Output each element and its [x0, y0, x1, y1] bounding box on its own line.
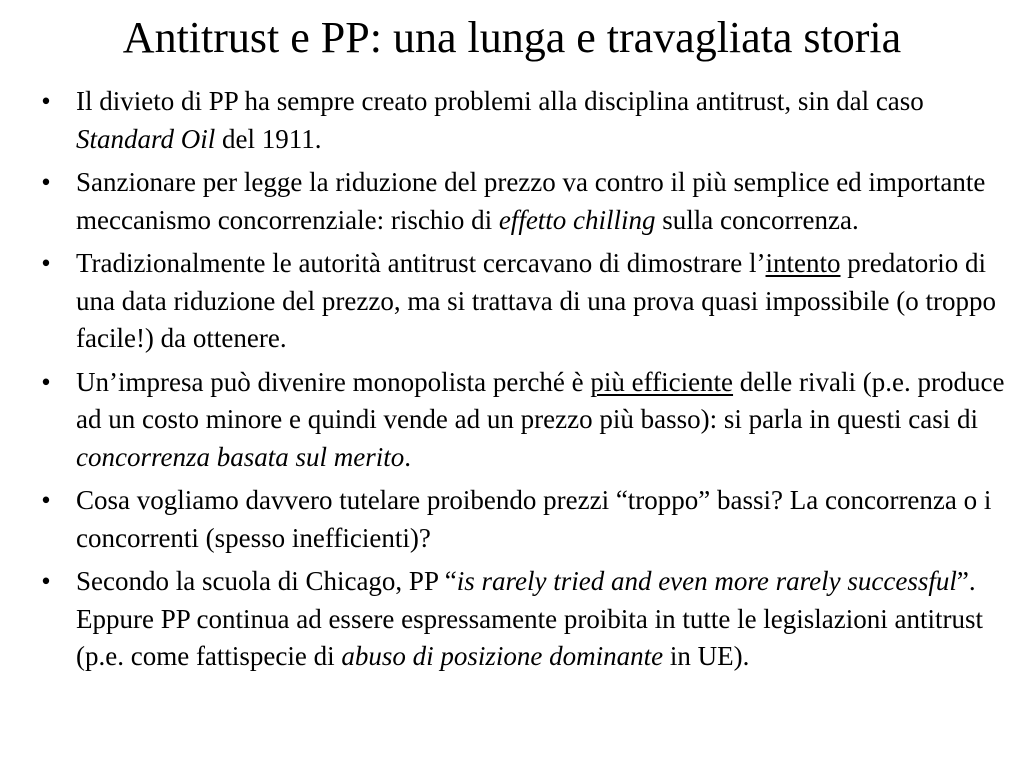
bullet-text: [76, 482, 1008, 557]
bullet-dot-icon: •: [41, 167, 51, 197]
text-run: Tradizionalmente le autorità antitrust cercavano di dimostrare l’: [76, 248, 766, 278]
bullet-item: [36, 245, 1008, 358]
text-run: del 1911.: [215, 123, 322, 154]
text-run: ”. Eppure PP continua ad essere espressamente proibita in tutte le legislazioni antitrust (p.e. come fattispecie di: [76, 566, 984, 671]
bullet-item: [36, 164, 1008, 239]
bullet-text: [76, 563, 1008, 676]
bullet-dot-icon: •: [41, 566, 51, 596]
italic-text-run: abuso di posizione dominante: [341, 641, 664, 671]
text-run: in UE).: [663, 641, 750, 671]
text-run: predatorio di una data riduzione del prezzo, ma si trattava di una prova quasi impossibile (o troppo facile!) da ottenere.: [76, 248, 996, 353]
bullet-dot-icon: •: [41, 366, 51, 397]
text-run: Un’impresa può divenire monopolista perché è: [76, 366, 591, 397]
text-run: Sanzionare per legge la riduzione del prezzo va contro il più semplice ed importante meccanismo concorrenziale: rischio di: [76, 167, 986, 235]
bullet-item: [36, 83, 1008, 158]
bullet-text: [76, 245, 1008, 358]
text-run: Cosa vogliamo davvero tutelare proibendo prezzi “troppo” bassi? La concorrenza o i concorrenti (spesso inefficienti)?: [76, 485, 992, 553]
bullet-dot-icon: •: [41, 248, 51, 278]
bullet-item: [36, 563, 1008, 676]
italic-text-run: is rarely tried and even more rarely successful: [456, 566, 957, 596]
bullet-list: [36, 83, 1008, 682]
text-run: delle rivali (p.e. produce ad un costo minore e quindi vende ad un prezzo più basso): si parla in questi casi di: [76, 366, 1005, 434]
text-run: Secondo la scuola di Chicago, PP “: [76, 566, 457, 596]
underline-text-run: intento: [765, 248, 841, 278]
text-run: Il divieto di PP ha sempre creato problemi alla disciplina antitrust, sin dal caso: [76, 86, 924, 116]
underline-text-run: più efficiente: [590, 366, 734, 397]
bullet-item: [36, 364, 1008, 477]
italic-text-run: concorrenza basata sul merito: [76, 441, 405, 472]
bullet-dot-icon: •: [41, 86, 51, 116]
bullet-text: [76, 164, 1008, 239]
bullet-text: [76, 83, 1008, 158]
bullet-item: [36, 482, 1008, 557]
slide-title: Antitrust e PP: una lunga e travagliata storia: [122, 13, 902, 62]
italic-text-run: effetto chilling: [498, 204, 656, 235]
text-run: sulla concorrenza.: [655, 204, 859, 235]
bullet-dot-icon: •: [41, 485, 51, 515]
italic-text-run: Standard Oil: [76, 123, 216, 154]
bullet-text: [76, 364, 1008, 477]
text-run: .: [404, 441, 411, 472]
